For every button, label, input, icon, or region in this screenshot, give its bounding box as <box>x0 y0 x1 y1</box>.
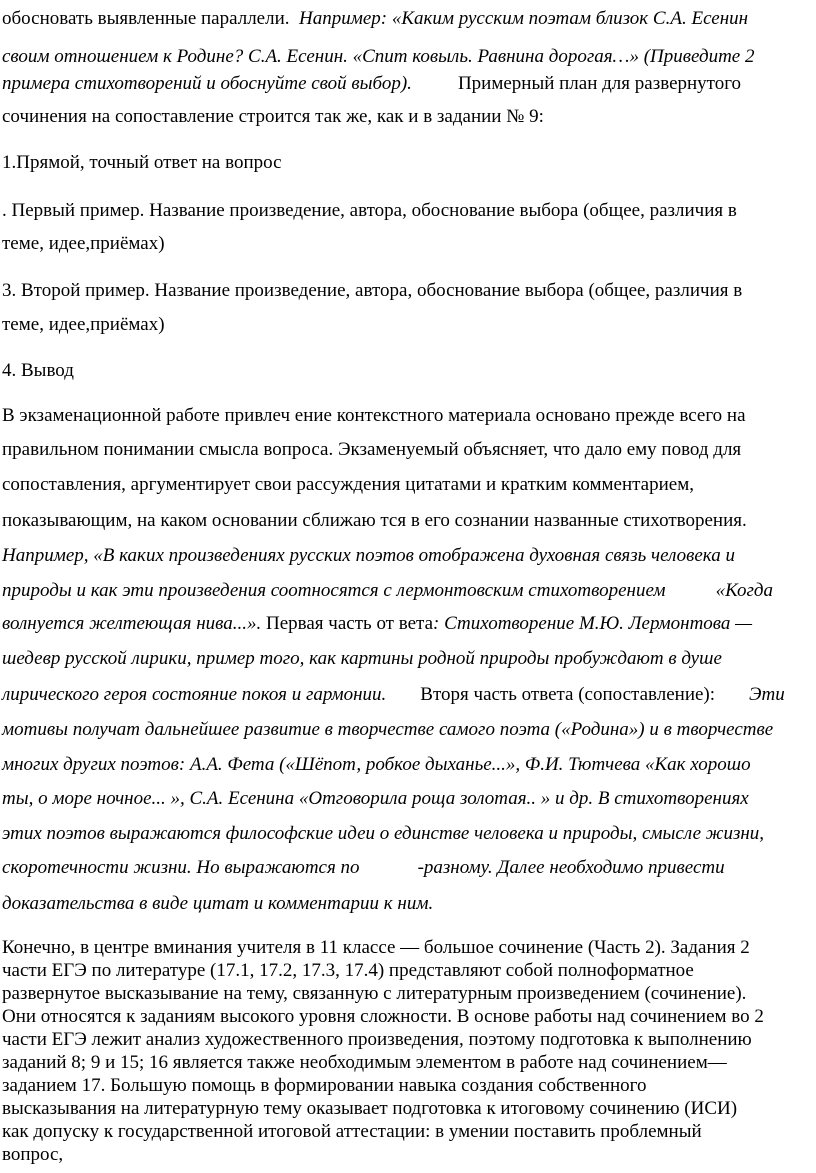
text-run-italic: лирического героя состояние покоя и гармонии. <box>2 684 387 705</box>
text-line <box>2 684 785 706</box>
text-line: Конечно, в центре вминания учителя в 11 классе — большое сочинение (Часть 2). Задания 2 <box>2 937 750 958</box>
text-line: своим отношением к Родине? С.А. Есенин. «Спит ковыль. Равнина дорогая…» (Приведите 2 <box>2 46 755 67</box>
text-run-italic: Например: «Каким русским поэтам близок С.А. Есенин <box>299 8 749 29</box>
text-line: вопрос, <box>2 1144 64 1165</box>
text-line: правильном понимании смысла вопроса. Экзаменуемый объясняет, что дало ему повод для <box>2 439 742 460</box>
text-line: высказывания на литературную тему оказывает подготовка к итоговому сочинению (ИСИ) <box>2 1098 738 1119</box>
text-line <box>2 580 773 602</box>
text-run: обосновать выявленные параллели. <box>2 8 290 29</box>
text-line: заданием 17. Большую помощь в формировании навыка создания собственного <box>2 1075 647 1096</box>
text-line: Например, «В каких произведениях русских поэтов отображена духовная связь человека и <box>2 545 735 566</box>
plan-item: . Первый пример. Название произведение, автора, обоснование выбора (общее, различия в <box>2 200 737 221</box>
text-run-italic: волнуется желтеющая нива...». <box>2 613 262 634</box>
text-line: В экзаменационной работе привлеч ение контекстного материала основано прежде всего на <box>2 405 746 426</box>
text-line: показывающим, на каком основании сближаю тся в его сознании названные стихотворения. <box>2 510 747 531</box>
plan-item: 3. Второй пример. Название произведение, автора, обоснование выбора (общее, различия в <box>2 280 743 301</box>
text-run-italic: примера стихотворений и обоснуйте свой выбор). <box>2 73 412 94</box>
plan-item: 4. Вывод <box>2 360 74 381</box>
text-line: развернутое высказывание на тему, связанную с литературным произведением (сочинение). <box>2 983 747 1004</box>
text-line: части ЕГЭ лежит анализ художественного произведения, поэтому подготовка к выполнению <box>2 1029 752 1050</box>
text-line: мотивы получат дальнейшее развитие в творчестве самого поэта («Родина») и в творчестве <box>2 719 774 740</box>
text-run: Первая часть от вета <box>266 613 434 634</box>
text-line: части ЕГЭ по литературе (17.1, 17.2, 17.3, 17.4) представляют собой полноформатное <box>2 960 694 981</box>
text-run-italic: скоротечности жизни. Но выражаются по <box>2 857 360 878</box>
text-line <box>2 73 741 95</box>
text-line <box>2 613 752 635</box>
text-run-italic: -разному. Далее необходимо привести <box>417 857 725 878</box>
text-run-italic: природы и как эти произведения соотносятся с лермонтовским стихотворением <box>2 580 666 601</box>
text-line: ты, о море ночное... », С.А. Есенина «Отговорила роща золотая.. » и др. В стихотворениях <box>2 788 749 809</box>
text-run-italic: : Стихотворение М.Ю. Лермонтова — <box>433 613 753 634</box>
text-line: сочинения на сопоставление строится так же, как и в задании № 9: <box>2 106 544 127</box>
text-line: Они относятся к заданиям высокого уровня сложности. В основе работы над сочинением во 2 <box>2 1006 764 1027</box>
plan-item: теме, идее,приёмах) <box>2 314 165 335</box>
text-run-italic: Эти <box>749 684 785 705</box>
text-line: шедевр русской лирики, пример того, как картины родной природы пробуждают в душе <box>2 648 722 669</box>
text-run-italic: «Когда <box>715 580 773 601</box>
text-line <box>2 857 725 879</box>
plan-item: 1.Прямой, точный ответ на вопрос <box>2 152 282 173</box>
text-line: как допуску к государственной итоговой аттестации: в умении поставить проблемный <box>2 1121 702 1142</box>
plan-item: теме, идее,приёмах) <box>2 233 165 254</box>
text-line: этих поэтов выражаются философские идеи о единстве человека и природы, смысле жизни, <box>2 823 765 844</box>
text-line: многих других поэтов: А.А. Фета («Шёпот, робкое дыханье...», Ф.И. Тютчева «Как хорошо <box>2 754 751 775</box>
text-line: сопоставления, аргументирует свои рассуждения цитатами и кратким комментарием, <box>2 474 694 495</box>
text-line <box>2 8 748 30</box>
text-line: заданий 8; 9 и 15; 16 является также необходимым элементом в работе над сочинением— <box>2 1052 727 1073</box>
text-run: Примерный план для развернутого <box>457 73 742 94</box>
text-line: доказательства в виде цитат и комментарии к ним. <box>2 893 434 914</box>
text-run: Вторя часть ответа (сопоставление): <box>420 684 716 705</box>
